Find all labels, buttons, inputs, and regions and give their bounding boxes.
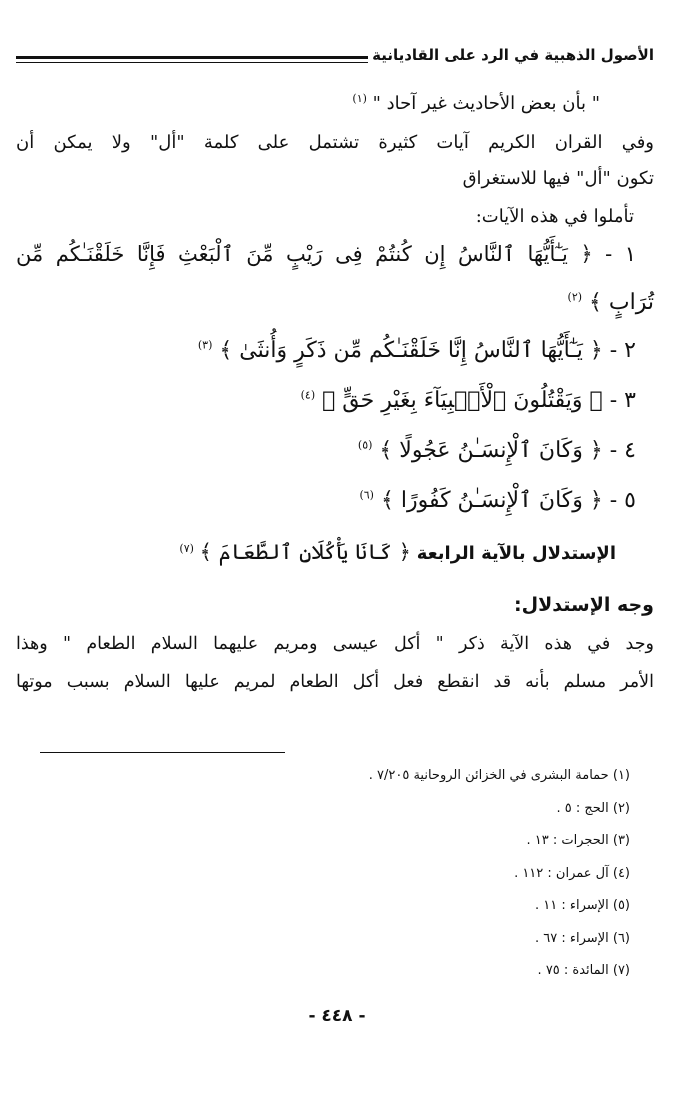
section-heading: وجه الإستدلال: bbox=[514, 594, 654, 616]
footnote-1: (١) حمامة البشرى في الخزائن الروحانية ٧/٢٠٥ . bbox=[368, 768, 630, 783]
footnotes bbox=[210, 766, 630, 994]
verse-3: ٣ - ﴿ وَيَقْتُلُونَ ٱلْأَنۢبِيَآءَ بِغَيْرِ حَقٍّ ﴾ $^{(٤)}$ bbox=[300, 388, 636, 413]
footnote-6: (٦) الإسراء : ٦٧ . bbox=[535, 930, 630, 946]
reflect-label: تأملوا في هذه الآيات: bbox=[475, 206, 634, 227]
footnote-2: (٢) الحج : ٥ . bbox=[556, 800, 630, 816]
footnote-ref-5: (٥) bbox=[357, 438, 373, 452]
main-text bbox=[16, 92, 654, 710]
footnote-ref-7: (٧) bbox=[179, 542, 194, 555]
paragraph-1-line-1: وفي القران الكريم آيات كثيرة تشتمل على كلمة "أل" ولا يمكن أن bbox=[16, 132, 654, 153]
footnote-ref-2: (٢) bbox=[567, 290, 583, 304]
verse-4: ٤ - ﴿ وَكَانَ ٱلْإِنسَـٰنُ عَجُولًا ﴾ $^{(٥)}$ bbox=[357, 438, 636, 463]
inference-line bbox=[16, 540, 654, 594]
page-number: - ٤٤٨ - bbox=[308, 1006, 366, 1026]
quote-line: " بأن بعض الأحاديث غير آحاد " $^{(١)}$ bbox=[352, 92, 600, 114]
paragraph-2-line-2: الأمر مسلم بأنه قد انقطع فعل أكل الطعام لمريم عليها السلام بسبب موتها bbox=[16, 672, 654, 692]
paragraph-1-line-2: تكون "أل" فيها للاستغراق bbox=[462, 168, 654, 189]
footnote-5: (٥) الإسراء : ١١ . bbox=[535, 898, 630, 913]
footnote-ref-3: (٣) bbox=[197, 338, 213, 352]
footnote-7: (٧) المائدة : ٧٥ . bbox=[537, 963, 630, 978]
header-rule bbox=[16, 56, 368, 63]
running-header bbox=[16, 42, 658, 70]
footnote-separator bbox=[40, 752, 285, 753]
footnote-ref-1: (١) bbox=[352, 92, 367, 105]
inference-verse: ﴿ كَانَا يَأْكُلَانِ ٱلطَّعَامَ ﴾ bbox=[199, 540, 411, 564]
footnote-ref-4: (٤) bbox=[300, 388, 316, 402]
paragraph-2-line-1: وجد في هذه الآية ذكر " أكل عيسى ومريم عليهما السلام الطعام " وهذا bbox=[16, 634, 654, 654]
footnote-3: (٣) الحجرات : ١٣ . bbox=[526, 833, 630, 848]
verse-1-line-1: ١ - ﴿ يَـٰٓأَيُّهَا ٱلنَّاسُ إِن كُنتُمْ فِى رَيْبٍ مِّنَ ٱلْبَعْثِ فَإِنَّا خَلَقْنَـٰكُم مِّن bbox=[16, 242, 636, 266]
verse-2: ٢ - ﴿ يَـٰٓأَيُّهَا ٱلنَّاسُ إِنَّا خَلَقْنَـٰكُم مِّن ذَكَرٍ وَأُنثَىٰ ﴾ $^{(٣)}$ bbox=[197, 338, 636, 363]
inference-label: الإستدلال بالآية الرابعة bbox=[416, 543, 616, 564]
footnote-ref-6: (٦) bbox=[359, 488, 374, 502]
verse-5: ٥ - ﴿ وَكَانَ ٱلْإِنسَـٰنُ كَفُورًا ﴾ $^{(٦)}$ bbox=[359, 488, 636, 513]
verse-1-line-2: تُرَابٍ ﴾ $^{(٢)}$ bbox=[567, 290, 654, 315]
header-title: الأصول الذهبية في الرد على القاديانية bbox=[372, 46, 654, 64]
footnote-4: (٤) آل عمران : ١١٢ . bbox=[514, 865, 630, 881]
